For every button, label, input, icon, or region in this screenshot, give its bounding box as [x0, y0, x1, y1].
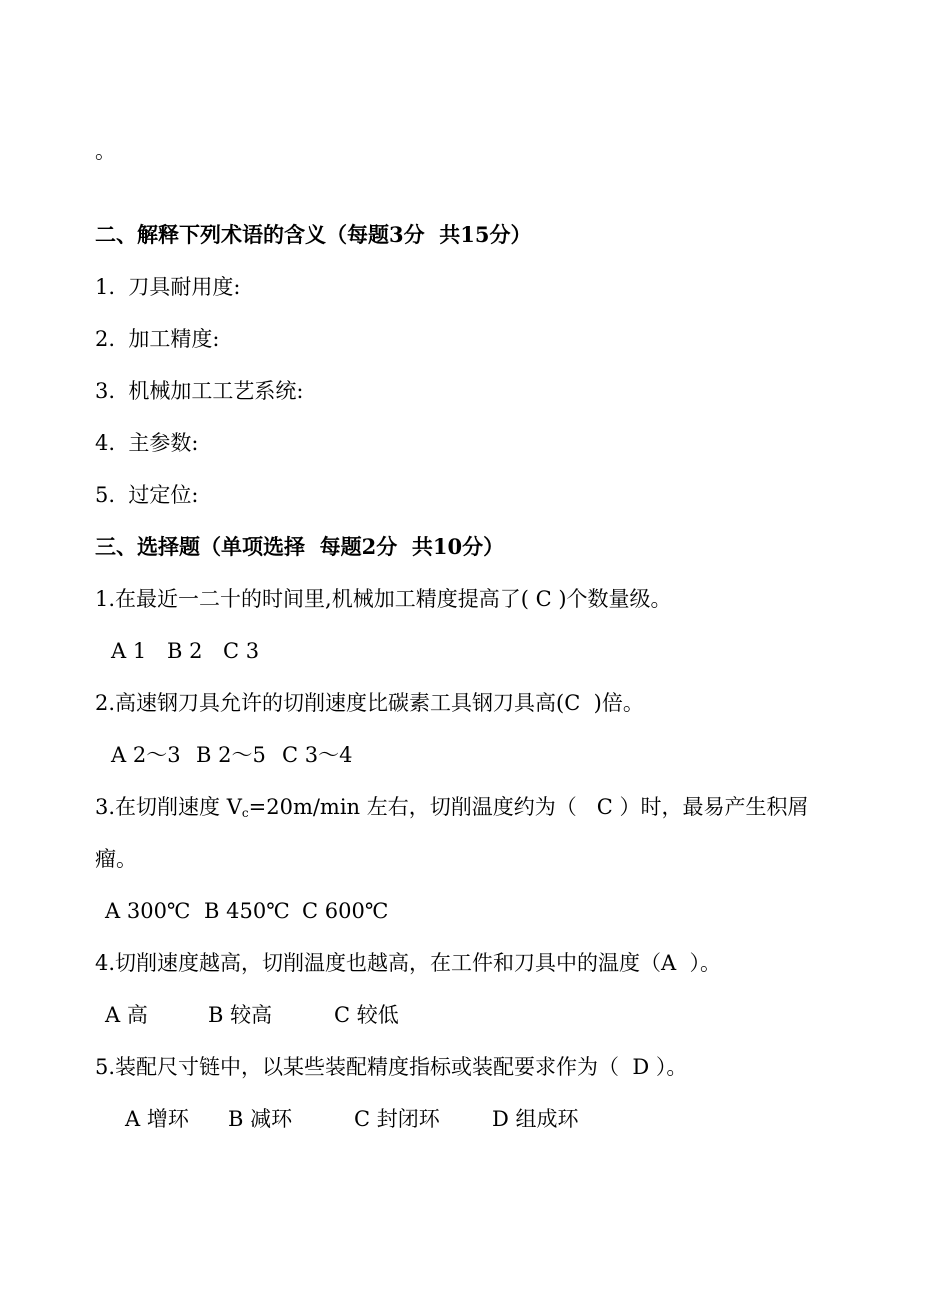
q5-option-a: A 增环 [125, 1107, 189, 1131]
q3-text-a: 3.在切削速度 V [95, 795, 242, 819]
q3-option-a: A 300℃ [105, 899, 191, 923]
q5-option-d: D 组成环 [492, 1107, 579, 1131]
term-item: 1. 刀具耐用度: [95, 275, 241, 299]
stray-punctuation: 。 [95, 139, 116, 163]
section2-heading: 二、解释下列术语的含义（每题3分 共15分） [95, 222, 532, 247]
q3-option-c: C 600℃ [302, 899, 389, 923]
q4-option-c: C 较低 [334, 1003, 399, 1027]
question-1: 1.在最近一二十的时间里,机械加工精度提高了( C )个数量级。 [95, 587, 672, 611]
question-4: 4.切削速度越高，切削温度也越高，在工件和刀具中的温度（A ）。 [95, 951, 722, 975]
q2-option-a: A 2～3 [111, 743, 181, 767]
q4-option-a: A 高 [105, 1003, 148, 1027]
term-item: 2. 加工精度: [95, 327, 220, 351]
question-2: 2.高速钢刀具允许的切削速度比碳素工具钢刀具高(C )倍。 [95, 691, 644, 715]
term-item: 4. 主参数: [95, 431, 199, 455]
question-3-continued: 瘤。 [95, 847, 137, 871]
q2-option-c: C 3～4 [282, 743, 353, 767]
section3-heading: 三、选择题（单项选择 每题2分 共10分） [95, 534, 505, 559]
q2-option-b: B 2～5 [196, 743, 266, 767]
term-item: 5. 过定位: [95, 483, 199, 507]
q3-option-b: B 450℃ [204, 899, 290, 923]
q1-option-c: C 3 [223, 639, 260, 663]
q3-subscript: c [241, 806, 249, 820]
question-3 [95, 792, 809, 822]
q5-option-b: B 减环 [228, 1107, 293, 1131]
q5-option-c: C 封闭环 [354, 1107, 440, 1131]
q1-option-b: B 2 [167, 639, 203, 663]
q3-text-b: =20m/min 左右，切削温度约为（ C ）时，最易产生积屑 [248, 795, 809, 819]
term-item: 3. 机械加工工艺系统: [95, 379, 304, 403]
question-5: 5.装配尺寸链中，以某些装配精度指标或装配要求作为（ D ）。 [95, 1055, 688, 1079]
q1-option-a: A 1 [111, 639, 147, 663]
q4-option-b: B 较高 [208, 1003, 273, 1027]
